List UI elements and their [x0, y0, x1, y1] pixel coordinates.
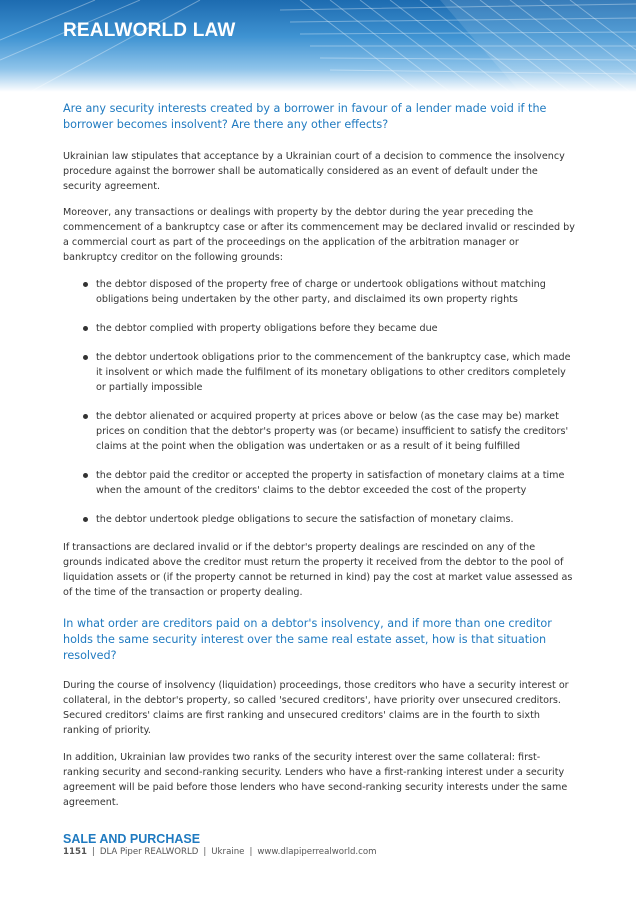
list-item [63, 512, 575, 527]
paragraph: Moreover, any transactions or dealings with property by the debtor during the year preceding the commencement of a bankruptcy case or after its commencement may be declared invalid or rescinded by a commercial court as part of the proceedings on the application of the arbitration manager or bankruptcy creditor on the following grounds: [63, 207, 575, 263]
list-item-text: the debtor paid the creditor or accepted the property in satisfaction of monetary claims at a time when the amount of the creditors' claims to the debtor exceeded the cost of the property [96, 470, 565, 496]
section-heading: SALE AND PURCHASE [63, 832, 201, 846]
list-item [63, 409, 575, 454]
list-item [63, 321, 575, 336]
paragraph: In addition, Ukrainian law provides two ranks of the security interest over the same collateral: first-ranking security and second-ranking security. Lenders who have a first-ranking interest under a security agreement will be paid before those lenders who have second-ranking security interests under the same agreement. [63, 752, 568, 808]
list-item-text: the debtor complied with property obligations before they became due [96, 323, 438, 334]
bullet-icon [83, 355, 88, 360]
footer-separator: | [203, 847, 207, 857]
bullet-icon [83, 414, 88, 419]
footer-website-link[interactable]: www.dlapiperrealworld.com [257, 847, 377, 857]
bullet-icon [83, 282, 88, 287]
paragraph: During the course of insolvency (liquidation) proceedings, those creditors who have a security interest or collateral, in the debtor's property, so called 'secured creditors', have priority over unsecured creditors. Secured creditors' claims are first ranking and unsecured creditors' claims are in the fourth to sixth ranking of priority. [63, 680, 569, 736]
grounds-list [63, 277, 575, 527]
header-banner [0, 0, 636, 92]
brand-title: REALWORLD LAW [63, 20, 236, 41]
bullet-icon [83, 517, 88, 522]
bullet-icon [83, 473, 88, 478]
footer-separator: | [91, 847, 95, 857]
list-item-text: the debtor disposed of the property free of charge or undertook obligations without matching obligations being undertaken by the other party, and disclaimed its own property rights [96, 279, 546, 305]
paragraph: Ukrainian law stipulates that acceptance by a Ukrainian court of a decision to commence the insolvency procedure against the borrower shall be automatically considered as an event of default under the security agreement. [63, 151, 565, 192]
list-item [63, 277, 575, 307]
question-heading: Are any security interests created by a borrower in favour of a lender made void if the borrower becomes insolvent? Are there any other effects? [63, 102, 547, 131]
list-item-text: the debtor undertook obligations prior to the commencement of the bankruptcy case, which made it insolvent or which made the fulfilment of its monetary obligations to other creditors completely or partially impossible [96, 352, 571, 393]
page-number: 1151 [63, 847, 87, 857]
building-facade-image [0, 0, 636, 92]
paragraph: If transactions are declared invalid or if the debtor's property dealings are rescinded on any of the grounds indicated above the creditor must return the property it received from the debtor to the pool of liquidation assets or (if the property cannot be returned in kind) pay the cost at market value assessed as of the time of the transaction or property dealing. [63, 542, 573, 598]
list-item [63, 468, 575, 498]
list-item [63, 350, 575, 395]
main-content [63, 101, 575, 847]
footer-separator: | [249, 847, 253, 857]
question-heading: In what order are creditors paid on a debtor's insolvency, and if more than one creditor holds the same security interest over the same real estate asset, how is that situation resolved? [63, 617, 552, 662]
list-item-text: the debtor alienated or acquired property at prices above or below (as the case may be) market prices on condition that the debtor's property was (or became) insufficient to satisfy the creditors' claims at the point when the obligation was undertaken or as a result of it being fulfilled [96, 411, 569, 452]
page-footer [63, 847, 377, 857]
footer-country: Ukraine [211, 847, 245, 857]
bullet-icon [83, 326, 88, 331]
footer-publisher: DLA Piper REALWORLD [99, 847, 199, 857]
list-item-text: the debtor undertook pledge obligations to secure the satisfaction of monetary claims. [96, 514, 514, 525]
